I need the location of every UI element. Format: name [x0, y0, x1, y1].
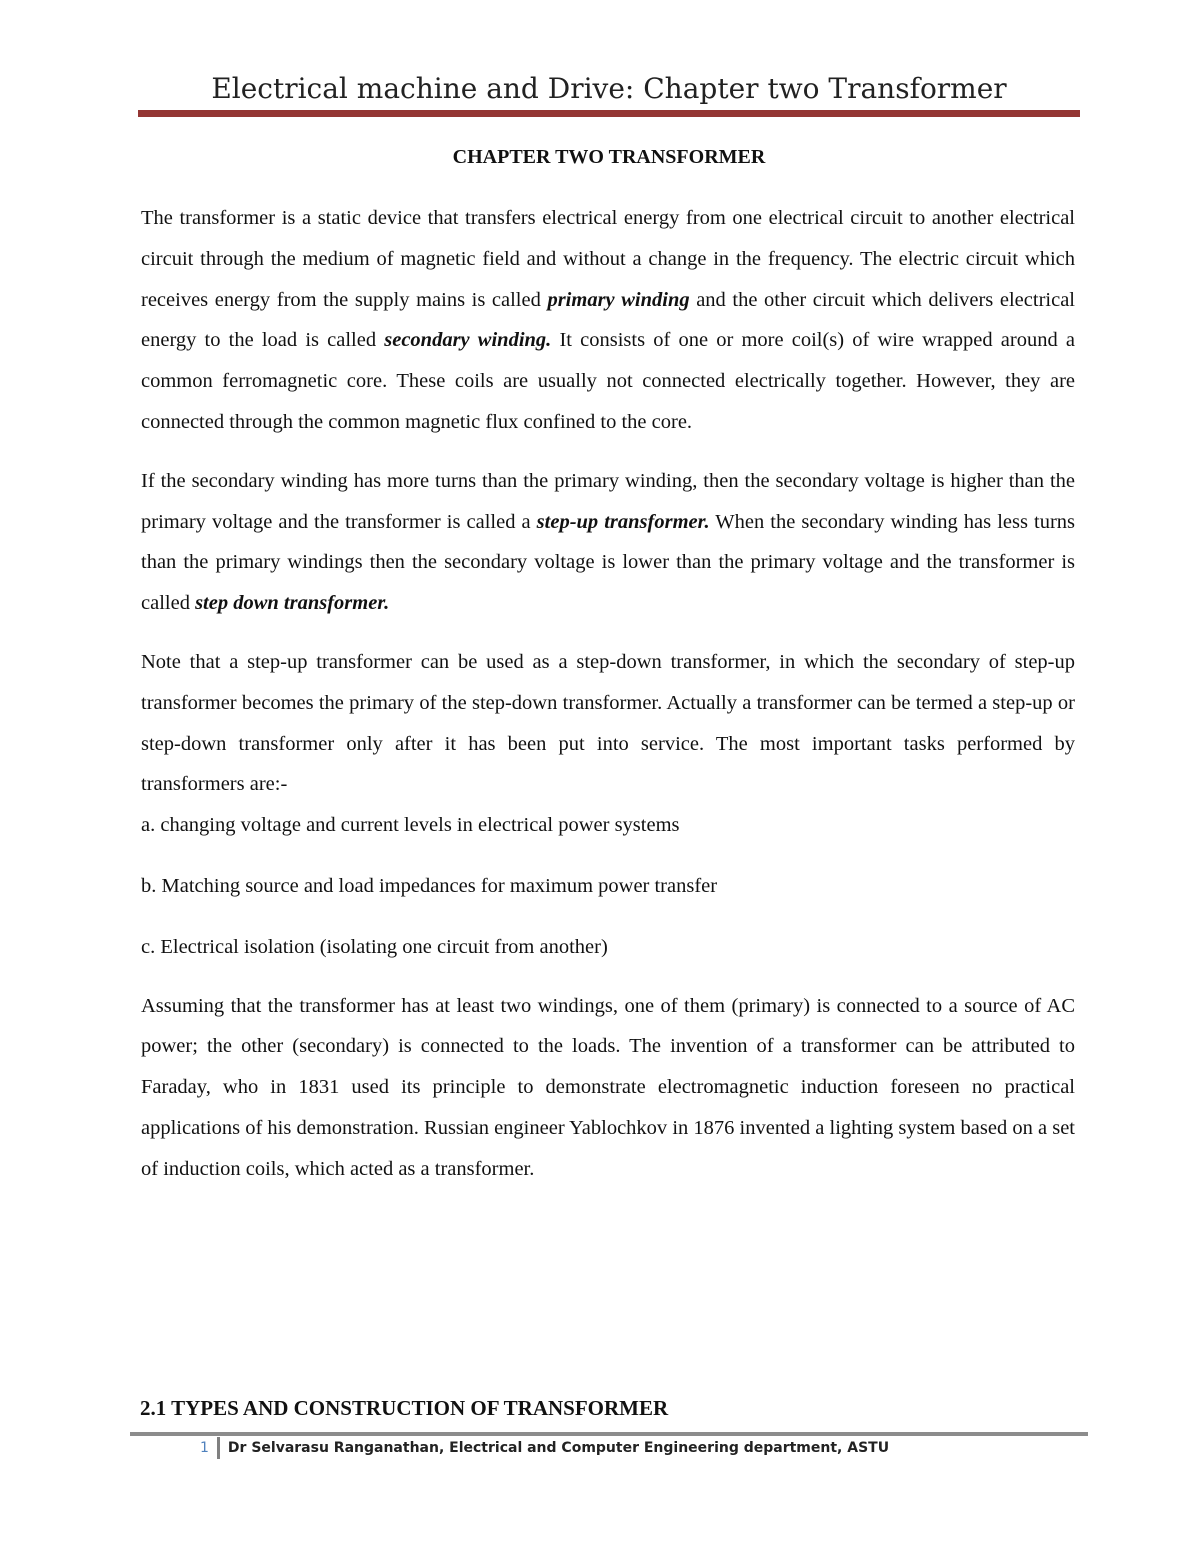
paragraph-note: Note that a step-up transformer can be used as a step-down transformer, in which the secondary of step-up transformer becomes the primary of the step-down transformer. Actually a transformer can be termed a step-up or step-down transformer only after it has been put into service. The most important tasks performed by transformers are:-	[141, 650, 1075, 796]
page-footer	[200, 1437, 889, 1459]
chapter-title: CHAPTER TWO TRANSFORMER	[452, 146, 766, 168]
header-divider	[138, 110, 1080, 117]
section-heading: 2.1 TYPES AND CONSTRUCTION OF TRANSFORMER	[140, 1396, 669, 1420]
paragraph-step-up-down	[141, 461, 1075, 624]
task-item: c. Electrical isolation (isolating one circuit from another)	[141, 935, 608, 958]
task-item: b. Matching source and load impedances for maximum power transfer	[141, 874, 718, 897]
paragraph-text: When the secondary winding has less turns than the primary windings then the secondary voltage is lower than the primary voltage and the transformer is called	[141, 510, 1076, 615]
page-header-title: Electrical machine and Drive: Chapter two Transformer	[211, 72, 1007, 105]
paragraph-text: and the other circuit which delivers electrical energy to the load is called	[141, 288, 1075, 352]
paragraph-text: If the secondary winding has more turns than the primary winding, then the secondary voltage is higher than the primary voltage and the transformer is called a	[141, 469, 1075, 533]
paragraph-definition	[141, 198, 1075, 443]
page-number: 1	[200, 1440, 209, 1456]
keyword-secondary-winding: secondary winding.	[384, 329, 552, 352]
footer-divider	[130, 1432, 1088, 1436]
keyword-step-down-transformer: step down transformer.	[195, 592, 390, 615]
task-item: a. changing voltage and current levels in electrical power systems	[141, 814, 680, 837]
footer-separator	[217, 1437, 220, 1459]
keyword-step-up-transformer: step-up transformer.	[536, 510, 710, 533]
paragraph-text: The transformer is a static device that transfers electrical energy from one electrical circuit to another electrical circuit through the medium of magnetic field and without a change in the frequency. The electric circuit which receives energy from the supply mains is called	[141, 207, 1075, 311]
paragraph-history: Assuming that the transformer has at least two windings, one of them (primary) is connected to a source of AC power; the other (secondary) is connected to the loads. The invention of a transformer can be attributed to Faraday, who in 1831 used its principle to demonstrate electromagnetic induction foreseen no practical applications of his demonstration. Russian engineer Yablochkov in 1876 invented a lighting system based on a set of induction coils, which acted as a transformer.	[141, 994, 1075, 1180]
keyword-primary-winding: primary winding	[547, 288, 690, 311]
footer-author: Dr Selvarasu Ranganathan, Electrical and Computer Engineering department, ASTU	[227, 1440, 890, 1456]
document-body	[141, 198, 1075, 1190]
paragraph-text: It consists of one or more coil(s) of wire wrapped around a common ferromagnetic core. These coils are usually not connected electrically together. However, they are connected through the common magnetic flux confined to the core.	[141, 329, 1075, 433]
